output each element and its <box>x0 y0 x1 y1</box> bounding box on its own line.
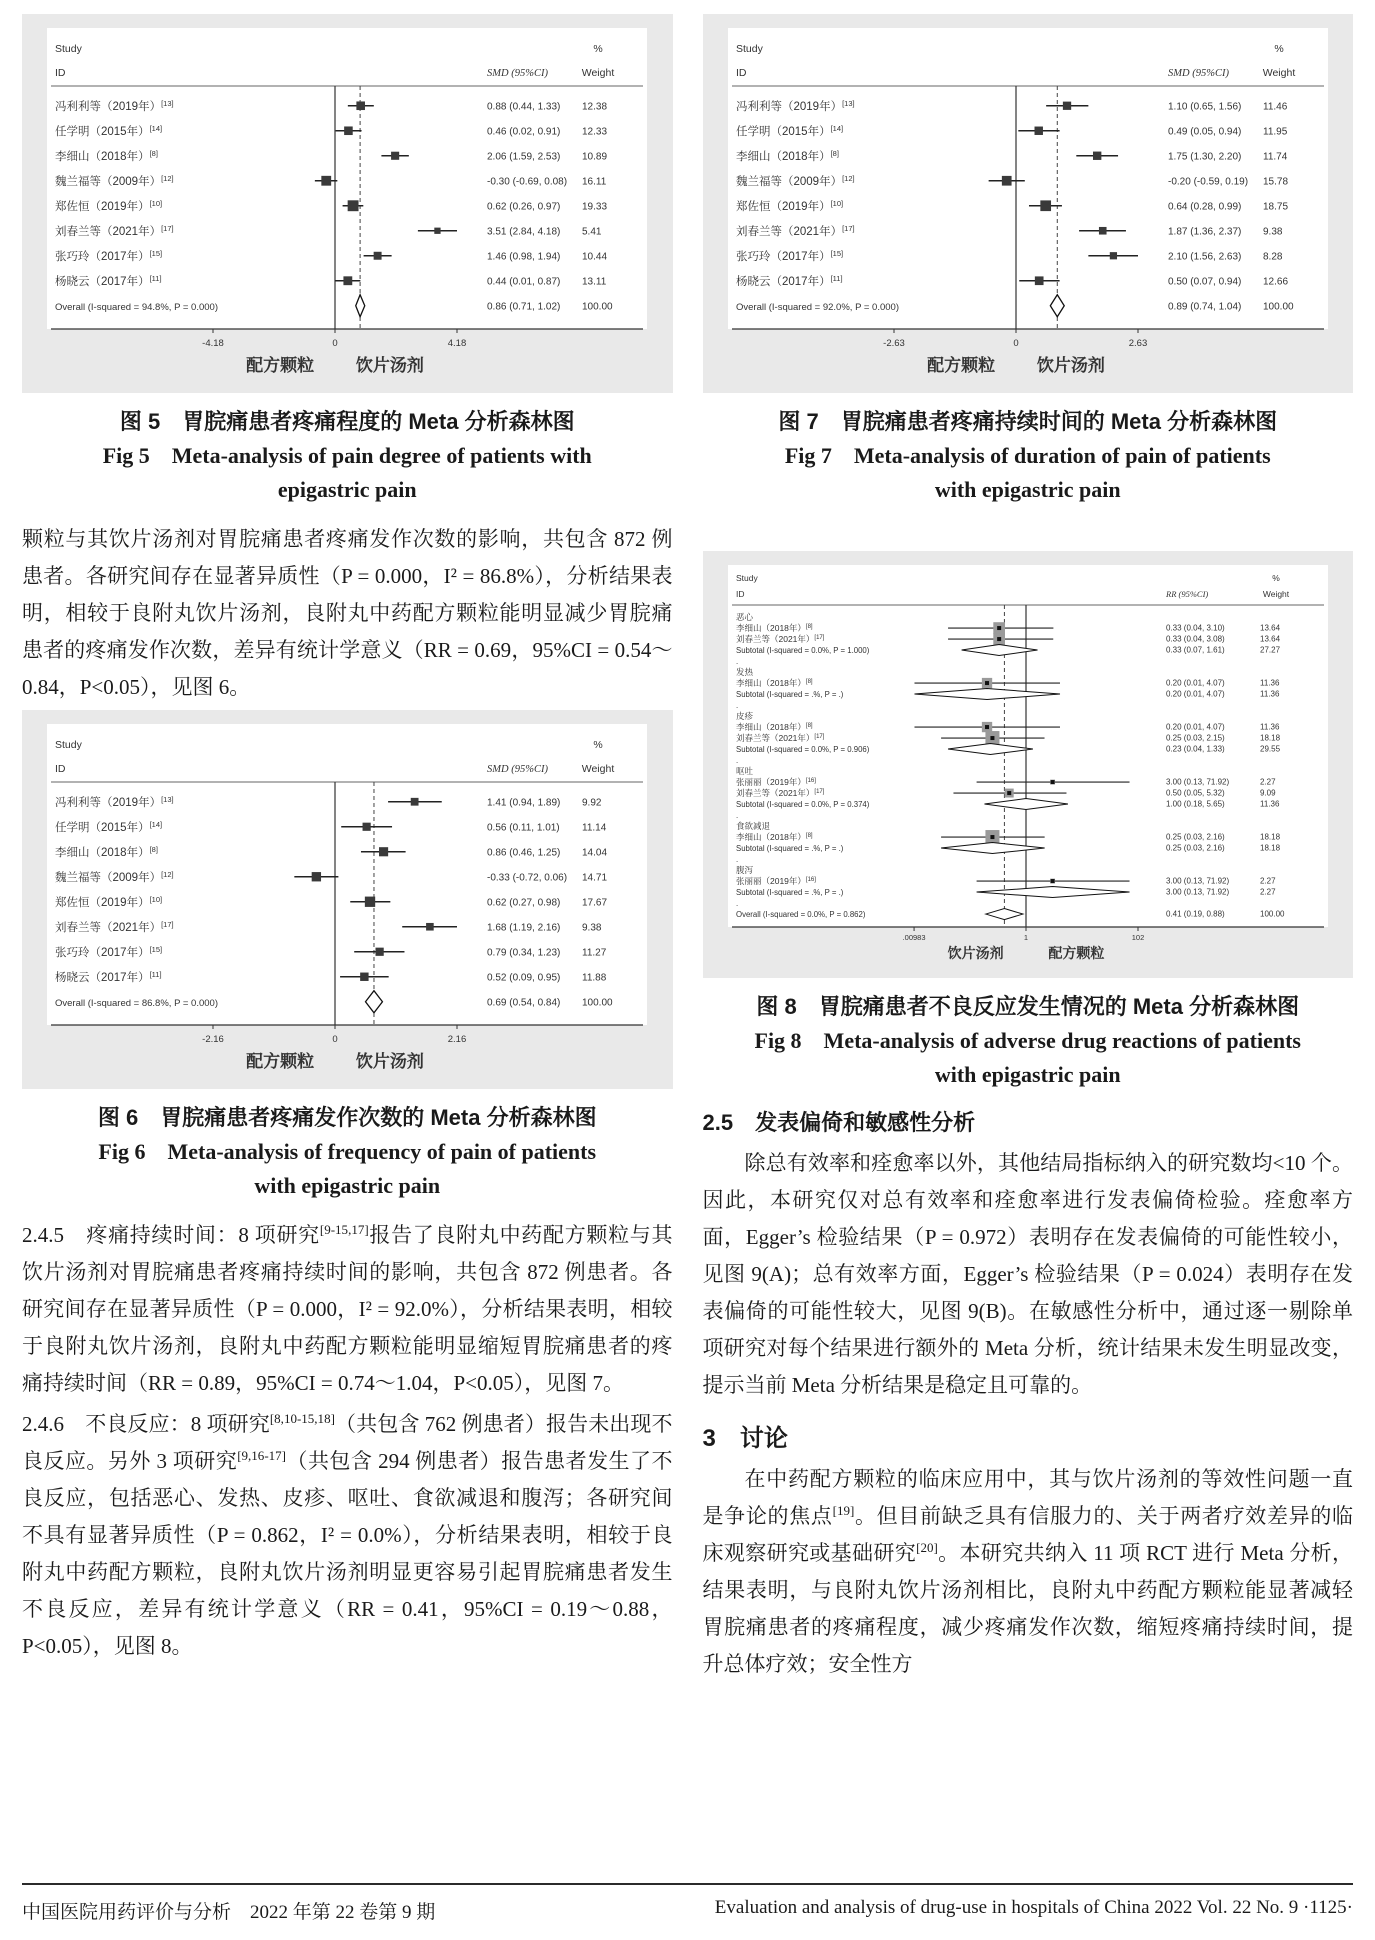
svg-text:0.25 (0.03, 2.16): 0.25 (0.03, 2.16) <box>1165 843 1225 853</box>
svg-text:.: . <box>735 657 738 667</box>
svg-text:0.25 (0.03, 2.16): 0.25 (0.03, 2.16) <box>1165 832 1225 842</box>
svg-text:Weight: Weight <box>582 67 615 79</box>
svg-text:11.36: 11.36 <box>1259 678 1280 688</box>
paragraph-2-4-5: 2.4.5 疼痛持续时间：8 项研究[9-15,17]报告了良附丸中药配方颗粒与其饮片汤剂对胃脘痛患者疼痛持续时间的影响，共包含 872 例患者。各研究间存在显著异质性（P = 0.000，I² = 92.0%），分析结果表明，相较于良附丸饮片汤剂，良附丸中药配方颗粒能明显缩短胃脘痛患者的疼痛持续时间（RR = 0.89，95%CI = 0.74～1.04，P<0.05），见图 7。 <box>22 1222 673 1395</box>
figure-7-forest-plot <box>703 14 1354 393</box>
svg-text:.: . <box>735 701 738 711</box>
svg-text:0.23 (0.04, 1.33): 0.23 (0.04, 1.33) <box>1165 744 1225 754</box>
svg-text:Study: Study <box>735 43 763 55</box>
svg-text:0: 0 <box>332 338 338 349</box>
svg-text:0.41 (0.19, 0.88): 0.41 (0.19, 0.88) <box>1165 909 1225 919</box>
svg-text:2.06 (1.59, 2.53): 2.06 (1.59, 2.53) <box>487 151 561 163</box>
svg-text:0.20 (0.01, 4.07): 0.20 (0.01, 4.07) <box>1165 722 1225 732</box>
svg-text:.00983: .00983 <box>902 933 926 942</box>
svg-text:魏兰福等（2009年）[12]: 魏兰福等（2009年）[12] <box>55 173 174 188</box>
svg-text:魏兰福等（2009年）[12]: 魏兰福等（2009年）[12] <box>735 173 855 188</box>
svg-text:4.18: 4.18 <box>448 338 467 349</box>
svg-text:9.92: 9.92 <box>582 797 602 809</box>
svg-text:0.33 (0.07, 1.61): 0.33 (0.07, 1.61) <box>1165 645 1225 655</box>
spacer <box>703 521 1354 551</box>
svg-text:Overall (I-squared = 0.0%, P: Overall (I-squared = 0.0%, P = 0.862) <box>735 910 866 920</box>
figure-5-chart <box>36 28 659 379</box>
svg-text:李细山（2018年）[8]: 李细山（2018年）[8] <box>55 844 159 859</box>
svg-text:配方颗粒: 配方颗粒 <box>246 356 315 375</box>
figure-7-caption <box>703 405 1354 507</box>
svg-text:张丽丽（2019年）[16]: 张丽丽（2019年）[16] <box>735 777 816 788</box>
svg-text:0.69 (0.54, 0.84): 0.69 (0.54, 0.84) <box>487 997 561 1009</box>
svg-text:食欲减退: 食欲减退 <box>735 821 770 832</box>
svg-text:李细山（2018年）[8]: 李细山（2018年）[8] <box>735 148 839 163</box>
fig7-svg <box>728 28 1328 379</box>
svg-text:2.27: 2.27 <box>1259 876 1276 886</box>
svg-text:0.49 (0.05, 0.94): 0.49 (0.05, 0.94) <box>1167 126 1242 138</box>
svg-text:13.64: 13.64 <box>1259 623 1280 633</box>
svg-text:0.86 (0.46, 1.25): 0.86 (0.46, 1.25) <box>487 847 561 859</box>
figure-5-caption <box>22 405 673 507</box>
svg-text:Overall (I-squared = 92.0%, P: Overall (I-squared = 92.0%, P = 0.000) <box>735 301 899 313</box>
svg-text:%: % <box>1274 43 1284 55</box>
svg-text:0.50 (0.07, 0.94): 0.50 (0.07, 0.94) <box>1167 276 1242 288</box>
svg-text:Subtotal (I-squared = 0.0%, P: Subtotal (I-squared = 0.0%, P = 1.000) <box>735 646 870 656</box>
svg-text:.: . <box>735 756 738 766</box>
svg-text:0.46 (0.02, 0.91): 0.46 (0.02, 0.91) <box>487 126 561 138</box>
svg-text:.: . <box>735 899 738 909</box>
svg-text:Overall (I-squared = 94.8%, P: Overall (I-squared = 94.8%, P = 0.000) <box>55 301 219 313</box>
svg-text:SMD (95%CI): SMD (95%CI) <box>1167 68 1229 79</box>
figure-7-caption-en2: with epigastric pain <box>934 477 1121 502</box>
paragraph-2-4-4-continued: 颗粒与其饮片汤剂对胃脘痛患者疼痛发作次数的影响，共包含 872 例患者。各研究间存在显著异质性（P = 0.000，I² = 86.8%），分析结果表明，相较于良附丸饮片汤剂，良附丸中药配方颗粒能明显减少胃脘痛患者的疼痛发作次数，差异有统计学意义（RR = 0.69，95%CI = 0.54～0.84，P<0.05），见图 6。 <box>22 527 673 699</box>
svg-text:0.50 (0.05, 5.32): 0.50 (0.05, 5.32) <box>1165 788 1225 798</box>
svg-text:1.10 (0.65, 1.56): 1.10 (0.65, 1.56) <box>1167 101 1242 113</box>
svg-text:冯利利等（2019年）[13]: 冯利利等（2019年）[13] <box>55 794 174 809</box>
figure-5-forest-plot <box>22 14 673 393</box>
svg-text:0.86 (0.71, 1.02): 0.86 (0.71, 1.02) <box>487 301 561 313</box>
svg-text:12.66: 12.66 <box>1262 276 1288 288</box>
svg-text:配方颗粒: 配方颗粒 <box>926 356 995 375</box>
figure-8-caption-en1: Fig 8 Meta-analysis of adverse drug reactions of patients <box>754 1028 1301 1053</box>
svg-text:11.88: 11.88 <box>582 972 607 984</box>
svg-text:17.67: 17.67 <box>582 897 608 909</box>
svg-text:李细山（2018年）[8]: 李细山（2018年）[8] <box>55 148 159 163</box>
svg-text:-4.18: -4.18 <box>202 338 225 349</box>
svg-text:刘春兰等（2021年）[17]: 刘春兰等（2021年）[17] <box>735 788 825 799</box>
figure-8-forest-plot <box>703 551 1354 978</box>
svg-text:ID: ID <box>55 763 66 775</box>
svg-text:SMD (95%CI): SMD (95%CI) <box>487 68 549 79</box>
figure-5-caption-en1: Fig 5 Meta-analysis of pain degree of patients with <box>102 443 592 468</box>
svg-text:3.00 (0.13, 71.92): 3.00 (0.13, 71.92) <box>1165 777 1229 787</box>
svg-text:0.20 (0.01, 4.07): 0.20 (0.01, 4.07) <box>1165 678 1225 688</box>
svg-text:1.68 (1.19, 2.16): 1.68 (1.19, 2.16) <box>487 922 561 934</box>
left-column <box>22 14 673 1687</box>
svg-text:2.27: 2.27 <box>1259 887 1276 897</box>
svg-text:ID: ID <box>735 67 747 79</box>
svg-text:10.89: 10.89 <box>582 151 608 163</box>
figure-5-caption-zh: 图 5 胃脘痛患者疼痛程度的 Meta 分析森林图 <box>119 409 575 434</box>
svg-text:11.36: 11.36 <box>1259 799 1280 809</box>
svg-text:-2.63: -2.63 <box>882 338 905 349</box>
svg-text:-0.30 (-0.69, 0.08): -0.30 (-0.69, 0.08) <box>487 176 568 188</box>
svg-text:29.55: 29.55 <box>1259 744 1280 754</box>
svg-text:0.64 (0.28, 0.99): 0.64 (0.28, 0.99) <box>1167 201 1242 213</box>
figure-7-caption-en1: Fig 7 Meta-analysis of duration of pain of patients <box>784 443 1271 468</box>
svg-text:刘春兰等（2021年）[17]: 刘春兰等（2021年）[17] <box>735 733 825 744</box>
svg-text:-0.33 (-0.72, 0.06): -0.33 (-0.72, 0.06) <box>487 872 568 884</box>
svg-text:100.00: 100.00 <box>582 301 613 313</box>
svg-text:27.27: 27.27 <box>1259 645 1280 655</box>
svg-text:0.88 (0.44, 1.33): 0.88 (0.44, 1.33) <box>487 101 561 113</box>
svg-text:18.75: 18.75 <box>1262 201 1288 213</box>
figure-6-chart <box>36 724 659 1075</box>
svg-text:1.87 (1.36, 2.37): 1.87 (1.36, 2.37) <box>1167 226 1242 238</box>
svg-text:魏兰福等（2009年）[12]: 魏兰福等（2009年）[12] <box>55 869 174 884</box>
svg-text:张丽丽（2019年）[16]: 张丽丽（2019年）[16] <box>735 876 816 887</box>
svg-text:0.62 (0.27, 0.98): 0.62 (0.27, 0.98) <box>487 897 561 909</box>
svg-text:Study: Study <box>55 43 83 55</box>
figure-8-caption-en2: with epigastric pain <box>934 1062 1121 1087</box>
paragraph-2-4-6: 2.4.6 不良反应：8 项研究[8,10-15,18]（共包含 762 例患者）报告未出现不良反应。另外 3 项研究[9,16-17]（共包含 294 例患者）报告患者发生了不良反应，包括恶心、发热、皮疹、呕吐、食欲减退和腹泻；各研究间不具有显著异质性（P = 0.862，I² = 0.0%），分析结果表明，相较于良附丸中药配方颗粒，良附丸饮片汤剂明显更容易引起胃脘痛患者发生不良反应，差异有统计学意义（RR = 0.41，95%CI = 0.19～0.88，P<0.05），见图 8。 <box>22 1411 673 1658</box>
svg-text:3.51 (2.84, 4.18): 3.51 (2.84, 4.18) <box>487 226 561 238</box>
svg-text:11.74: 11.74 <box>1262 151 1288 163</box>
svg-text:Study: Study <box>735 573 758 583</box>
svg-text:100.00: 100.00 <box>582 997 613 1009</box>
svg-text:%: % <box>593 739 603 751</box>
svg-text:.: . <box>735 855 738 865</box>
svg-text:13.11: 13.11 <box>582 276 607 288</box>
svg-text:Weight: Weight <box>582 763 615 775</box>
svg-text:Subtotal (I-squared = .%, P =: Subtotal (I-squared = .%, P = .) <box>735 844 844 854</box>
svg-text:9.38: 9.38 <box>1262 226 1283 238</box>
svg-text:张巧玲（2017年）[15]: 张巧玲（2017年）[15] <box>735 248 843 263</box>
svg-text:刘春兰等（2021年）[17]: 刘春兰等（2021年）[17] <box>735 634 825 645</box>
footer-journal-zh: 中国医院用药评价与分析 2022 年第 22 卷第 9 期 <box>22 1902 436 1923</box>
figure-6-caption-en2: with epigastric pain <box>254 1173 441 1198</box>
svg-text:14.71: 14.71 <box>582 872 608 884</box>
figure-6-caption <box>22 1101 673 1203</box>
svg-text:15.78: 15.78 <box>1262 176 1288 188</box>
svg-text:2.27: 2.27 <box>1259 777 1276 787</box>
svg-text:3.00 (0.13, 71.92): 3.00 (0.13, 71.92) <box>1165 876 1229 886</box>
right-column <box>703 14 1354 1687</box>
figure-6-caption-en1: Fig 6 Meta-analysis of frequency of pain of patients <box>98 1139 597 1164</box>
svg-text:0.52 (0.09, 0.95): 0.52 (0.09, 0.95) <box>487 972 561 984</box>
svg-text:18.18: 18.18 <box>1259 843 1280 853</box>
figure-8-chart <box>717 565 1340 964</box>
svg-text:刘春兰等（2021年）[17]: 刘春兰等（2021年）[17] <box>55 919 174 934</box>
svg-text:Subtotal (I-squared = 0.0%, P: Subtotal (I-squared = 0.0%, P = 0.906) <box>735 745 870 755</box>
svg-text:杨晓云（2017年）[11]: 杨晓云（2017年）[11] <box>55 273 162 288</box>
svg-text:李细山（2018年）[8]: 李细山（2018年）[8] <box>735 623 813 634</box>
svg-text:14.04: 14.04 <box>582 847 608 859</box>
svg-text:18.18: 18.18 <box>1259 733 1280 743</box>
figure-8-caption-zh: 图 8 胃脘痛患者不良反应发生情况的 Meta 分析森林图 <box>756 994 1300 1019</box>
svg-text:2.10 (1.56, 2.63): 2.10 (1.56, 2.63) <box>1167 251 1242 263</box>
svg-text:RR (95%CI): RR (95%CI) <box>1165 589 1209 599</box>
svg-text:5.41: 5.41 <box>582 226 602 238</box>
svg-text:0.89 (0.74, 1.04): 0.89 (0.74, 1.04) <box>1167 301 1242 313</box>
svg-text:郑佐恒（2019年）[10]: 郑佐恒（2019年）[10] <box>55 198 163 213</box>
svg-text:11.27: 11.27 <box>582 947 607 959</box>
svg-text:任学明（2015年）[14]: 任学明（2015年）[14] <box>55 819 163 834</box>
svg-text:0.33 (0.04, 3.08): 0.33 (0.04, 3.08) <box>1165 634 1225 644</box>
svg-text:Subtotal (I-squared = .%, P =: Subtotal (I-squared = .%, P = .) <box>735 888 844 898</box>
svg-text:呕吐: 呕吐 <box>735 766 753 777</box>
svg-text:2.63: 2.63 <box>1128 338 1147 349</box>
svg-text:0.56 (0.11, 1.01): 0.56 (0.11, 1.01) <box>487 822 560 834</box>
svg-text:.: . <box>735 811 738 821</box>
svg-text:0.25 (0.03, 2.15): 0.25 (0.03, 2.15) <box>1165 733 1225 743</box>
svg-text:-0.20 (-0.59, 0.19): -0.20 (-0.59, 0.19) <box>1167 176 1248 188</box>
svg-text:饮片汤剂: 饮片汤剂 <box>1036 356 1105 375</box>
paragraph-3-discussion: 在中药配方颗粒的临床应用中，其与饮片汤剂的等效性问题一直是争论的焦点[19]。但目前缺乏具有信服力的、关于两者疗效差异的临床观察研究或基础研究[20]。本研究共纳入 11 项 RCT 进行 Meta 分析，结果表明，与良附丸饮片汤剂相比，良附丸中药配方颗粒能显著减轻胃脘痛患者的疼痛程度，减少疼痛发作次数，缩短疼痛持续时间，提升总体疗效；安全性方 <box>702 1467 1354 1676</box>
svg-text:11.46: 11.46 <box>1262 101 1288 113</box>
svg-text:任学明（2015年）[14]: 任学明（2015年）[14] <box>735 123 843 138</box>
svg-text:%: % <box>1271 573 1280 583</box>
svg-text:饮片汤剂: 饮片汤剂 <box>356 356 425 375</box>
svg-text:饮片汤剂: 饮片汤剂 <box>947 945 1004 961</box>
svg-text:19.33: 19.33 <box>582 201 608 213</box>
svg-text:3.00 (0.13, 71.92): 3.00 (0.13, 71.92) <box>1165 887 1229 897</box>
svg-text:皮疹: 皮疹 <box>735 711 753 722</box>
page-footer <box>22 1883 1353 1924</box>
svg-text:9.38: 9.38 <box>582 922 602 934</box>
svg-text:9.09: 9.09 <box>1259 788 1276 798</box>
svg-text:1.00 (0.18, 5.65): 1.00 (0.18, 5.65) <box>1165 799 1225 809</box>
svg-text:腹泻: 腹泻 <box>735 865 753 876</box>
svg-text:郑佐恒（2019年）[10]: 郑佐恒（2019年）[10] <box>735 198 843 213</box>
svg-text:12.38: 12.38 <box>582 101 608 113</box>
figure-5-caption-en2: epigastric pain <box>277 477 417 502</box>
svg-text:16.11: 16.11 <box>582 176 607 188</box>
svg-text:-2.16: -2.16 <box>202 1034 225 1045</box>
figure-6-forest-plot <box>22 710 673 1089</box>
svg-text:0: 0 <box>332 1034 338 1045</box>
svg-text:配方颗粒: 配方颗粒 <box>246 1052 315 1071</box>
svg-text:2.16: 2.16 <box>448 1034 467 1045</box>
svg-text:11.95: 11.95 <box>1262 126 1288 138</box>
svg-text:0.62 (0.26, 0.97): 0.62 (0.26, 0.97) <box>487 201 561 213</box>
svg-text:13.64: 13.64 <box>1259 634 1280 644</box>
svg-text:刘春兰等（2021年）[17]: 刘春兰等（2021年）[17] <box>55 223 174 238</box>
svg-text:李细山（2018年）[8]: 李细山（2018年）[8] <box>735 832 813 843</box>
svg-text:恶心: 恶心 <box>735 612 753 623</box>
svg-text:11.14: 11.14 <box>582 822 607 834</box>
svg-text:发热: 发热 <box>735 667 753 678</box>
svg-text:0.44 (0.01, 0.87): 0.44 (0.01, 0.87) <box>487 276 561 288</box>
svg-text:11.36: 11.36 <box>1259 689 1280 699</box>
svg-text:张巧玲（2017年）[15]: 张巧玲（2017年）[15] <box>55 944 163 959</box>
svg-text:李细山（2018年）[8]: 李细山（2018年）[8] <box>735 722 813 733</box>
svg-text:杨晓云（2017年）[11]: 杨晓云（2017年）[11] <box>735 273 843 288</box>
section-3-heading: 3 讨论 <box>702 1425 788 1452</box>
svg-text:Subtotal (I-squared = 0.0%, P: Subtotal (I-squared = 0.0%, P = 0.374) <box>735 800 870 810</box>
svg-text:Weight: Weight <box>1262 67 1295 79</box>
svg-text:杨晓云（2017年）[11]: 杨晓云（2017年）[11] <box>55 969 162 984</box>
svg-text:郑佐恒（2019年）[10]: 郑佐恒（2019年）[10] <box>55 894 163 909</box>
svg-text:Subtotal (I-squared = .%, P =: Subtotal (I-squared = .%, P = .) <box>735 690 844 700</box>
figure-7-caption-zh: 图 7 胃脘痛患者疼痛持续时间的 Meta 分析森林图 <box>778 409 1278 434</box>
svg-text:%: % <box>593 43 603 55</box>
svg-text:Study: Study <box>55 739 83 751</box>
figure-6-caption-zh: 图 6 胃脘痛患者疼痛发作次数的 Meta 分析森林图 <box>97 1105 597 1130</box>
svg-text:0.20 (0.01, 4.07): 0.20 (0.01, 4.07) <box>1165 689 1225 699</box>
svg-text:100.00: 100.00 <box>1262 301 1294 313</box>
svg-text:1.75 (1.30, 2.20): 1.75 (1.30, 2.20) <box>1167 151 1242 163</box>
svg-text:100.00: 100.00 <box>1259 909 1285 919</box>
fig6-svg <box>47 724 647 1075</box>
svg-text:1.41 (0.94, 1.89): 1.41 (0.94, 1.89) <box>487 797 561 809</box>
svg-text:配方颗粒: 配方颗粒 <box>1048 945 1105 961</box>
svg-text:Weight: Weight <box>1262 589 1289 599</box>
svg-text:0: 0 <box>1013 338 1019 349</box>
svg-text:0.79 (0.34, 1.23): 0.79 (0.34, 1.23) <box>487 947 561 959</box>
svg-text:102: 102 <box>1131 933 1145 942</box>
footer-journal-en: Evaluation and analysis of drug-use in hospitals of China 2022 Vol. 22 No. 9 ·1125· <box>714 1897 1353 1918</box>
svg-text:1: 1 <box>1023 933 1028 942</box>
figure-8-caption <box>703 990 1354 1092</box>
svg-text:李细山（2018年）[8]: 李细山（2018年）[8] <box>735 678 813 689</box>
svg-text:冯利利等（2019年）[13]: 冯利利等（2019年）[13] <box>55 98 174 113</box>
paragraph-2-5: 除总有效率和痊愈率以外，其他结局指标纳入的研究数均<10 个。因此，本研究仅对总有效率和痊愈率进行发表偏倚检验。痊愈率方面，Egger’s 检验结果（P = 0.972）表明存在发表偏倚的可能性较小，见图 9(A)；总有效率方面，Egger’s 检验结果（P = 0.024）表明存在发表偏倚的可能性较大，见图 9(B)。在敏感性分析中，通过逐一剔除单项研究对每个结果进行额外的 Meta 分析，统计结果未发生明显改变，提示当前 Meta 分析结果是稳定且可靠的。 <box>702 1151 1353 1397</box>
svg-text:Overall (I-squared = 86.8%, P: Overall (I-squared = 86.8%, P = 0.000) <box>55 997 219 1009</box>
svg-text:10.44: 10.44 <box>582 251 608 263</box>
svg-text:1.46 (0.98, 1.94): 1.46 (0.98, 1.94) <box>487 251 561 263</box>
svg-text:饮片汤剂: 饮片汤剂 <box>356 1052 425 1071</box>
section-2-5-heading: 2.5 发表偏倚和敏感性分析 <box>702 1110 976 1135</box>
svg-text:任学明（2015年）[14]: 任学明（2015年）[14] <box>55 123 163 138</box>
svg-text:刘春兰等（2021年）[17]: 刘春兰等（2021年）[17] <box>735 223 855 238</box>
fig8-svg <box>728 565 1328 964</box>
svg-text:8.28: 8.28 <box>1262 251 1283 263</box>
svg-text:SMD (95%CI): SMD (95%CI) <box>487 764 549 775</box>
svg-text:11.36: 11.36 <box>1259 722 1280 732</box>
svg-text:12.33: 12.33 <box>582 126 608 138</box>
svg-text:18.18: 18.18 <box>1259 832 1280 842</box>
svg-text:ID: ID <box>55 67 66 79</box>
svg-text:ID: ID <box>735 589 745 599</box>
svg-text:0.33 (0.04, 3.10): 0.33 (0.04, 3.10) <box>1165 623 1225 633</box>
svg-text:冯利利等（2019年）[13]: 冯利利等（2019年）[13] <box>735 98 855 113</box>
figure-7-chart <box>717 28 1340 379</box>
fig5-svg <box>47 28 647 379</box>
svg-text:张巧玲（2017年）[15]: 张巧玲（2017年）[15] <box>55 248 163 263</box>
